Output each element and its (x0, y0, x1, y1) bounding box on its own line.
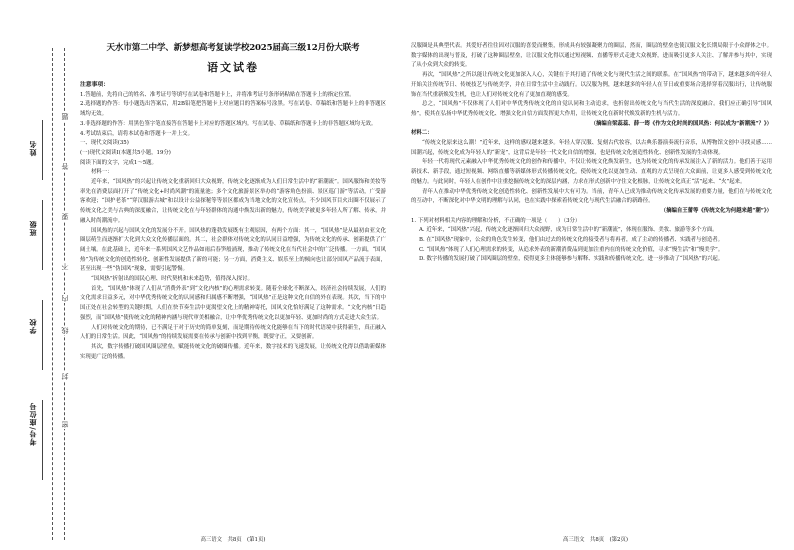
notes-heading: 注意事项： (80, 82, 109, 88)
seal-word: 封 (61, 373, 69, 380)
passage-paragraph: “传统文化原来这么潮！”近年来，这样的感叹越来越多。年轻人穿汉服、复刻古代妆容，以古典乐器演奏流行音乐，从博物馆文创中寻找灵感……国潮兴起，传统文化成为年轻人的“新宠”，这背后是年轻一代文化自信的增强，也是传统文化创造性转化、创新性发展的生动体现。 (411, 140, 772, 156)
passage-paragraph: 青年人在推动中华优秀传统文化创造性转化、创新性发展中大有可为。当前，青年人已成为推动传统文化传承发展的重要力量，他们在与传统文化的互动中，不断深化对中华文明的理解与认同，也在实践中探索着传统文化与现代生活融合的新路径。 (411, 188, 772, 205)
section-instruction: 阅读下面的文字，完成1～5题。 (80, 159, 157, 166)
passage-paragraph: 年轻一代将现代元素融入中华优秀传统文化的创作和传播中，不仅让传统文化焕发新生，也为传统文化的传承发展注入了新的活力。他们善于运用新技术、新手段，通过短视频、网络直播等新媒体形式传播传统文化，使传统文化以更加生动、直观的方式呈现在大众面前，让更多人感受到传统文化的魅力。与此同时，年轻人在创作中注重挖掘传统文化的深层内涵，力求在形式创新中守住文化根脉，让传统文化真正“活”起来、“火”起来。 (411, 159, 772, 185)
field-label-name: 姓名 (28, 140, 37, 156)
seal-word: 内 (61, 295, 69, 302)
binding-margin (0, 0, 78, 550)
passage-paragraph: “国风热”折射出的国民心理、时代契机和未来趋势，值得深入探讨。 (91, 276, 253, 283)
source-citation: （摘编自王蕾等《传统文化为何越来越“潮”》） (660, 207, 772, 214)
seal-word: 不 (61, 263, 69, 270)
note-item: 2.选择题的作答：每小题选出答案后，用2B铅笔把答题卡上对应题目的答案标号涂黑。写在试卷、草稿纸和答题卡上的非答题区域均无效。 (80, 101, 386, 118)
section-heading: 一、现代文阅读(35) (80, 140, 129, 147)
exam-subtitle: 语文试卷 (207, 61, 259, 74)
field-label-exam-number: 考号/座位号 (28, 402, 37, 446)
question-option-a: A. 近年来，“国风热”兴起，传统文化逐渐回归大众视野，成为日常生活中的“新潮流”，体现在服饰、美妆、旅游等多个方面。 (419, 227, 718, 234)
page-1-content (80, 42, 386, 362)
passage-paragraph: 其次，数字传播打破国风圈层壁垒，赋能传统文化的破圈传播。近年来，数字技术的飞速发展，让传统文化得以借助新媒体实现更广泛的传播。 (80, 343, 386, 360)
exam-title: 天水市第二中学、新梦想高考复读学校2025届高三级12月份大联考 (106, 43, 360, 53)
seal-word: 密 (61, 421, 69, 428)
material-label: 材料一： (91, 169, 113, 176)
question-option-c: C. “国风热”体现了人们心理需求的转变，从追求外表的新潮消费品到更加注重内在的传统文化价值，寻求“慢生活”和“慢美学”。 (419, 246, 724, 253)
material-label: 材料二： (411, 130, 433, 137)
note-item: 1.答题前，先将自己的姓名、准考证号等填写在试卷和答题卡上，并将准考证号条形码粘贴在答题卡上的指定位置。 (80, 91, 355, 98)
field-underline (42, 200, 43, 270)
page-footer: 高三语文 共8页 (第2页) (563, 537, 628, 543)
field-label-class: 班级 (28, 220, 37, 236)
passage-paragraph: 首先，“国风热”体现了人们从“消费外表”到“文化内核”的心理需求转变。随着全球化不断深入，经济社会持续发展，人们的文化需求日益多元，对中华优秀传统文化的认同感和归属感不断增强，“国风热”正是这种文化自信的外在表现。其次，当下的中国正处在社会转型的关键时期，人们在快节奏生活中更渴望文化上的精神寄托，国风文化恰好满足了这种需求。“文化内核”日趋强烈，而“国风热”使传统文化的精神内涵与现代审美相融合，让中华优秀传统文化以更加年轻、更加时尚的方式走进大众生活。 (80, 285, 386, 321)
seal-word: 线 (61, 327, 69, 334)
source-citation: （摘编自梁蕊蕊、薛一筠《作为文化时尚的国风热：何以成为“新潮流”？》） (590, 120, 772, 127)
passage-paragraph: 国风热的兴起与国风文化的发展分不开。国风热的蓬勃发展既有主观原因，有两个方面：其一，“国风热”是从最初由亚文化圈层萌生而逐渐扩大化到大众文化传播层面的。其二，社会群体对传统文化的认同日益增强，为传统文化的传承、创新提供了广阔土壤。在此基础上，近年来一系列国风文艺作品如雨后春笋般涌现，推动了传统文化在当代社会中的广泛传播。一方面，“国风热”为传统文化的创造性转化、创新性发展提供了新的可能；另一方面，消费主义、娱乐至上的倾向也让部分国风产品流于表面，甚至出现一些“伪国风”现象，需要引起警惕。 (80, 227, 386, 273)
page-footer: 高三语文 共8页 (第1页) (200, 537, 266, 543)
section-subheading: (一)现代文阅读Ⅰ(本题共5小题，19分) (80, 149, 171, 156)
seal-word: 答 (61, 163, 69, 170)
field-underline (42, 120, 43, 180)
note-item: 3.非选择题的作答：用黑色签字笔直接答在答题卡上对应的答题区域内。写在试卷、草稿纸和答题卡上的非答题区域均无效。 (80, 120, 377, 127)
passage-paragraph: 再次，“国风热”之所以能让传统文化更加深入人心，关键在于其打通了传统文化与现代生活之间的联系。在“国风热”的带动下，越来越多的年轻人开始关注传统节日、传统技艺与传统美学，并在日常生活中主动践行。以汉服为例，越来越多的年轻人在节日或重要场合选择穿着汉服出行，让传统服饰在当代重新焕发生机，也让人们对传统文化有了更加直观的感受。 (411, 72, 772, 98)
passage-paragraph: 人们对传统文化的期待，已不满足于对于历史的简单复刻，而是期待传统文化能够在当下的时代语境中获得新生，真正融入人们的日常生活。因此，“国风热”的持续发展需要在传承与创新中找到平衡，既要守正，又要创新。 (80, 324, 386, 341)
passage-paragraph: 总之，“国风热”不仅体现了人们对中华优秀传统文化的自觉认同和主动追求，也折射出传统文化与当代生活的深度融合。我们应正确引导“国风热”，使其在弘扬中华优秀传统文化、增强文化自信方面发挥更大作用，让传统文化在新时代焕发新的生机与活力。 (411, 101, 772, 117)
seal-word: 要 (61, 213, 69, 220)
passage-paragraph: 汉服圈是具典型代表。其爱好者往往因对汉服的喜爱而聚集，形成具有较强凝聚力的圈层，然而，圈层的壁垒也使汉服文化长期局限于小众群体之中。数字媒体的出现与普及，打破了这种圈层壁垒，让汉服文化得以通过短视频、直播等形式走进大众视野，进而吸引更多人关注、了解并参与其中，实现了从小众到大众的转变。 (411, 43, 772, 69)
page-2 (397, 0, 794, 550)
seal-word: 题 (61, 113, 69, 120)
question-option-d: D. 数字传播的发展打破了国风圈层的壁垒，使得更多主体能够参与解释、实践和传播传统文化，进一步推动了“国风热”的兴起。 (419, 256, 724, 263)
question-option-b: B. 在“国风热”现象中，公众的角色发生转变，他们由过去的传统文化的接受者与将再者，成了主动的传播者、实践者与创造者。 (419, 237, 723, 244)
field-underline (42, 400, 43, 480)
field-underline (42, 300, 43, 370)
question-stem: 1. 下列对材料相关内容的理解和分析，不正确的一项是（ ）（3分） (411, 217, 581, 224)
dashed-binding-line (52, 48, 53, 540)
field-label-school: 学校 (28, 318, 37, 334)
note-item: 4.考试结束后，请将本试卷和答题卡一并上交。 (80, 130, 193, 137)
passage-paragraph: 近年来，“国风热”的兴起让传统文化重新回归大众视野，传统文化逐渐成为人们日常生活中的“新潮流”。国风服饰和美妆等率先在消费层面打开了“传统文化+时尚风潮”的流量池；多个文化旅游景区举办的“游客角色扮演、景区巡门游”等活动，广受游客欢迎；“国护老茶”“穿汉服游古城”和以设计公益探秘等等景区都成为当地文化的文化宣传点，不少国风节目火出圈不仅展示了传统文化之美与古典的深度融合，让传统文化在与年轻群体的沟通中焕发出新的魅力，传统美学被更多年轻人所了解、传承，并融入时尚潮流中。 (80, 179, 386, 224)
